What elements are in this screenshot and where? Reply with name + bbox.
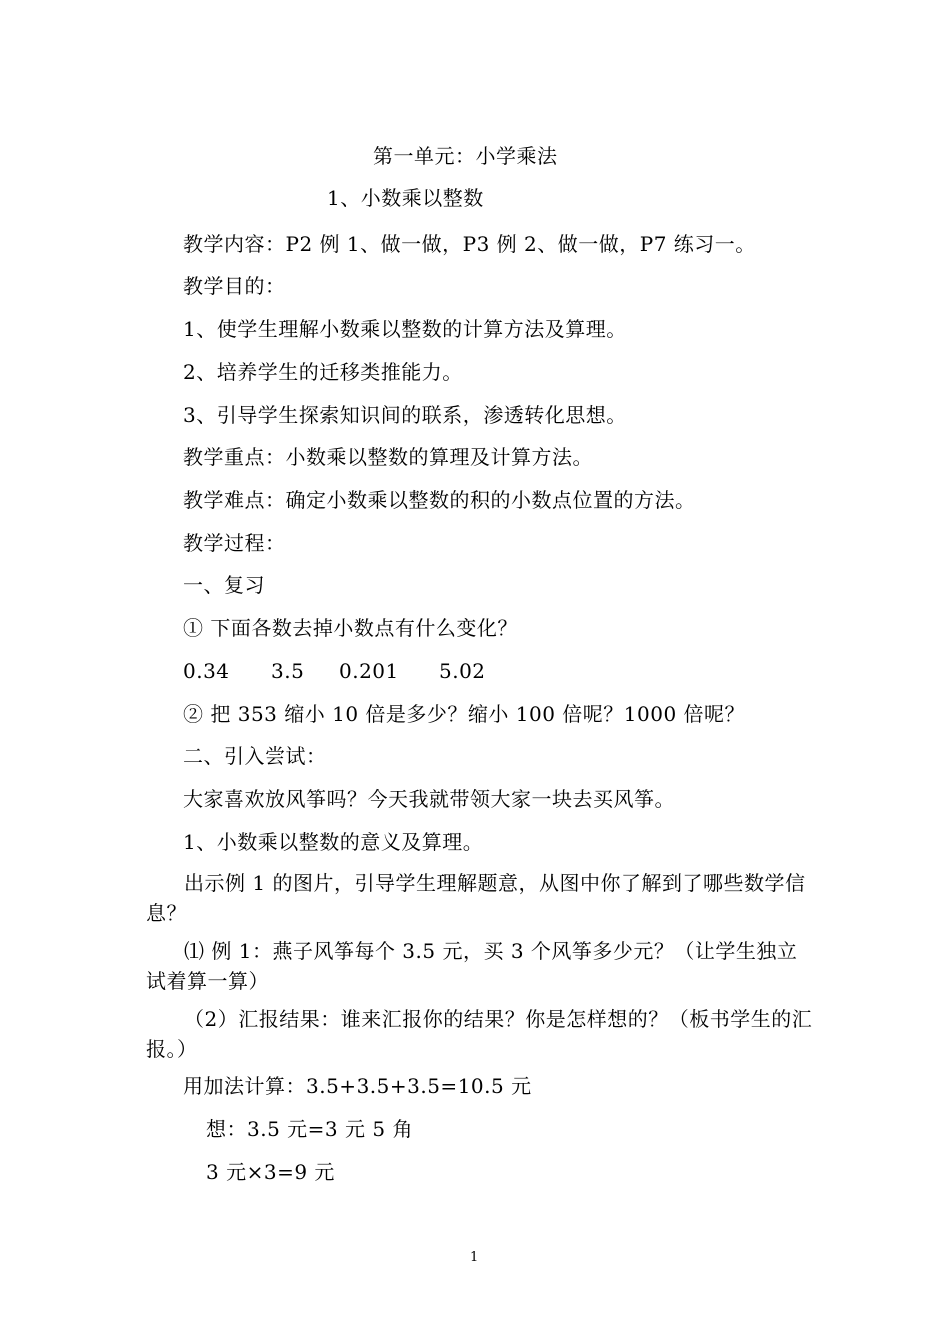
- review-heading: 一、复习: [183, 573, 265, 597]
- teaching-content: 教学内容：P2 例 1、做一做，P3 例 2、做一做，P7 练习一。: [183, 232, 756, 256]
- goal-item: 3、引导学生探索知识间的联系，渗透转化思想。: [183, 403, 627, 427]
- goal-item: 1、使学生理解小数乘以整数的计算方法及算理。: [183, 317, 627, 341]
- intro-text: 大家喜欢放风筝吗？今天我就带领大家一块去买风筝。: [183, 787, 675, 811]
- meaning-heading: 1、小数乘以整数的意义及算理。: [183, 830, 484, 854]
- report-paragraph: （2）汇报结果：谁来汇报你的结果？你是怎样想的？（板书学生的汇报。）: [146, 1007, 813, 1061]
- review-number: 0.34: [183, 659, 230, 683]
- review-number: 3.5: [271, 659, 305, 683]
- review-question-2: ② 把 353 缩小 10 倍是多少？缩小 100 倍呢？1000 倍呢？: [183, 702, 746, 726]
- example-1-paragraph: ⑴ 例 1：燕子风筝每个 3.5 元，买 3 个风筝多少元？（让学生独立试着算一算）: [146, 939, 798, 993]
- key-point: 教学重点：小数乘以整数的算理及计算方法。: [183, 445, 593, 469]
- difficulty: 教学难点：确定小数乘以整数的积的小数点位置的方法。: [183, 488, 696, 512]
- example-show-paragraph: 出示例 1 的图片，引导学生理解题意，从图中你了解到了哪些数学信息？: [146, 871, 806, 925]
- page-number: 1: [470, 1250, 479, 1265]
- document-title: 第一单元：小学乘法: [373, 144, 558, 168]
- lesson-title: 1、小数乘以整数: [327, 186, 484, 210]
- review-number: 0.201: [339, 659, 399, 683]
- process-heading: 教学过程：: [183, 531, 286, 555]
- multiply-line: 3 元×3=9 元: [206, 1160, 335, 1184]
- think-line: 想：3.5 元=3 元 5 角: [206, 1117, 413, 1141]
- review-number-list: [183, 659, 486, 683]
- goal-item: 2、培养学生的迁移类推能力。: [183, 360, 463, 384]
- goals-heading: 教学目的：: [183, 274, 286, 298]
- review-question-1: ① 下面各数去掉小数点有什么变化？: [183, 616, 518, 640]
- review-number: 5.02: [439, 659, 486, 683]
- intro-heading: 二、引入尝试：: [183, 744, 327, 768]
- addition-line: 用加法计算：3.5+3.5+3.5=10.5 元: [183, 1074, 532, 1098]
